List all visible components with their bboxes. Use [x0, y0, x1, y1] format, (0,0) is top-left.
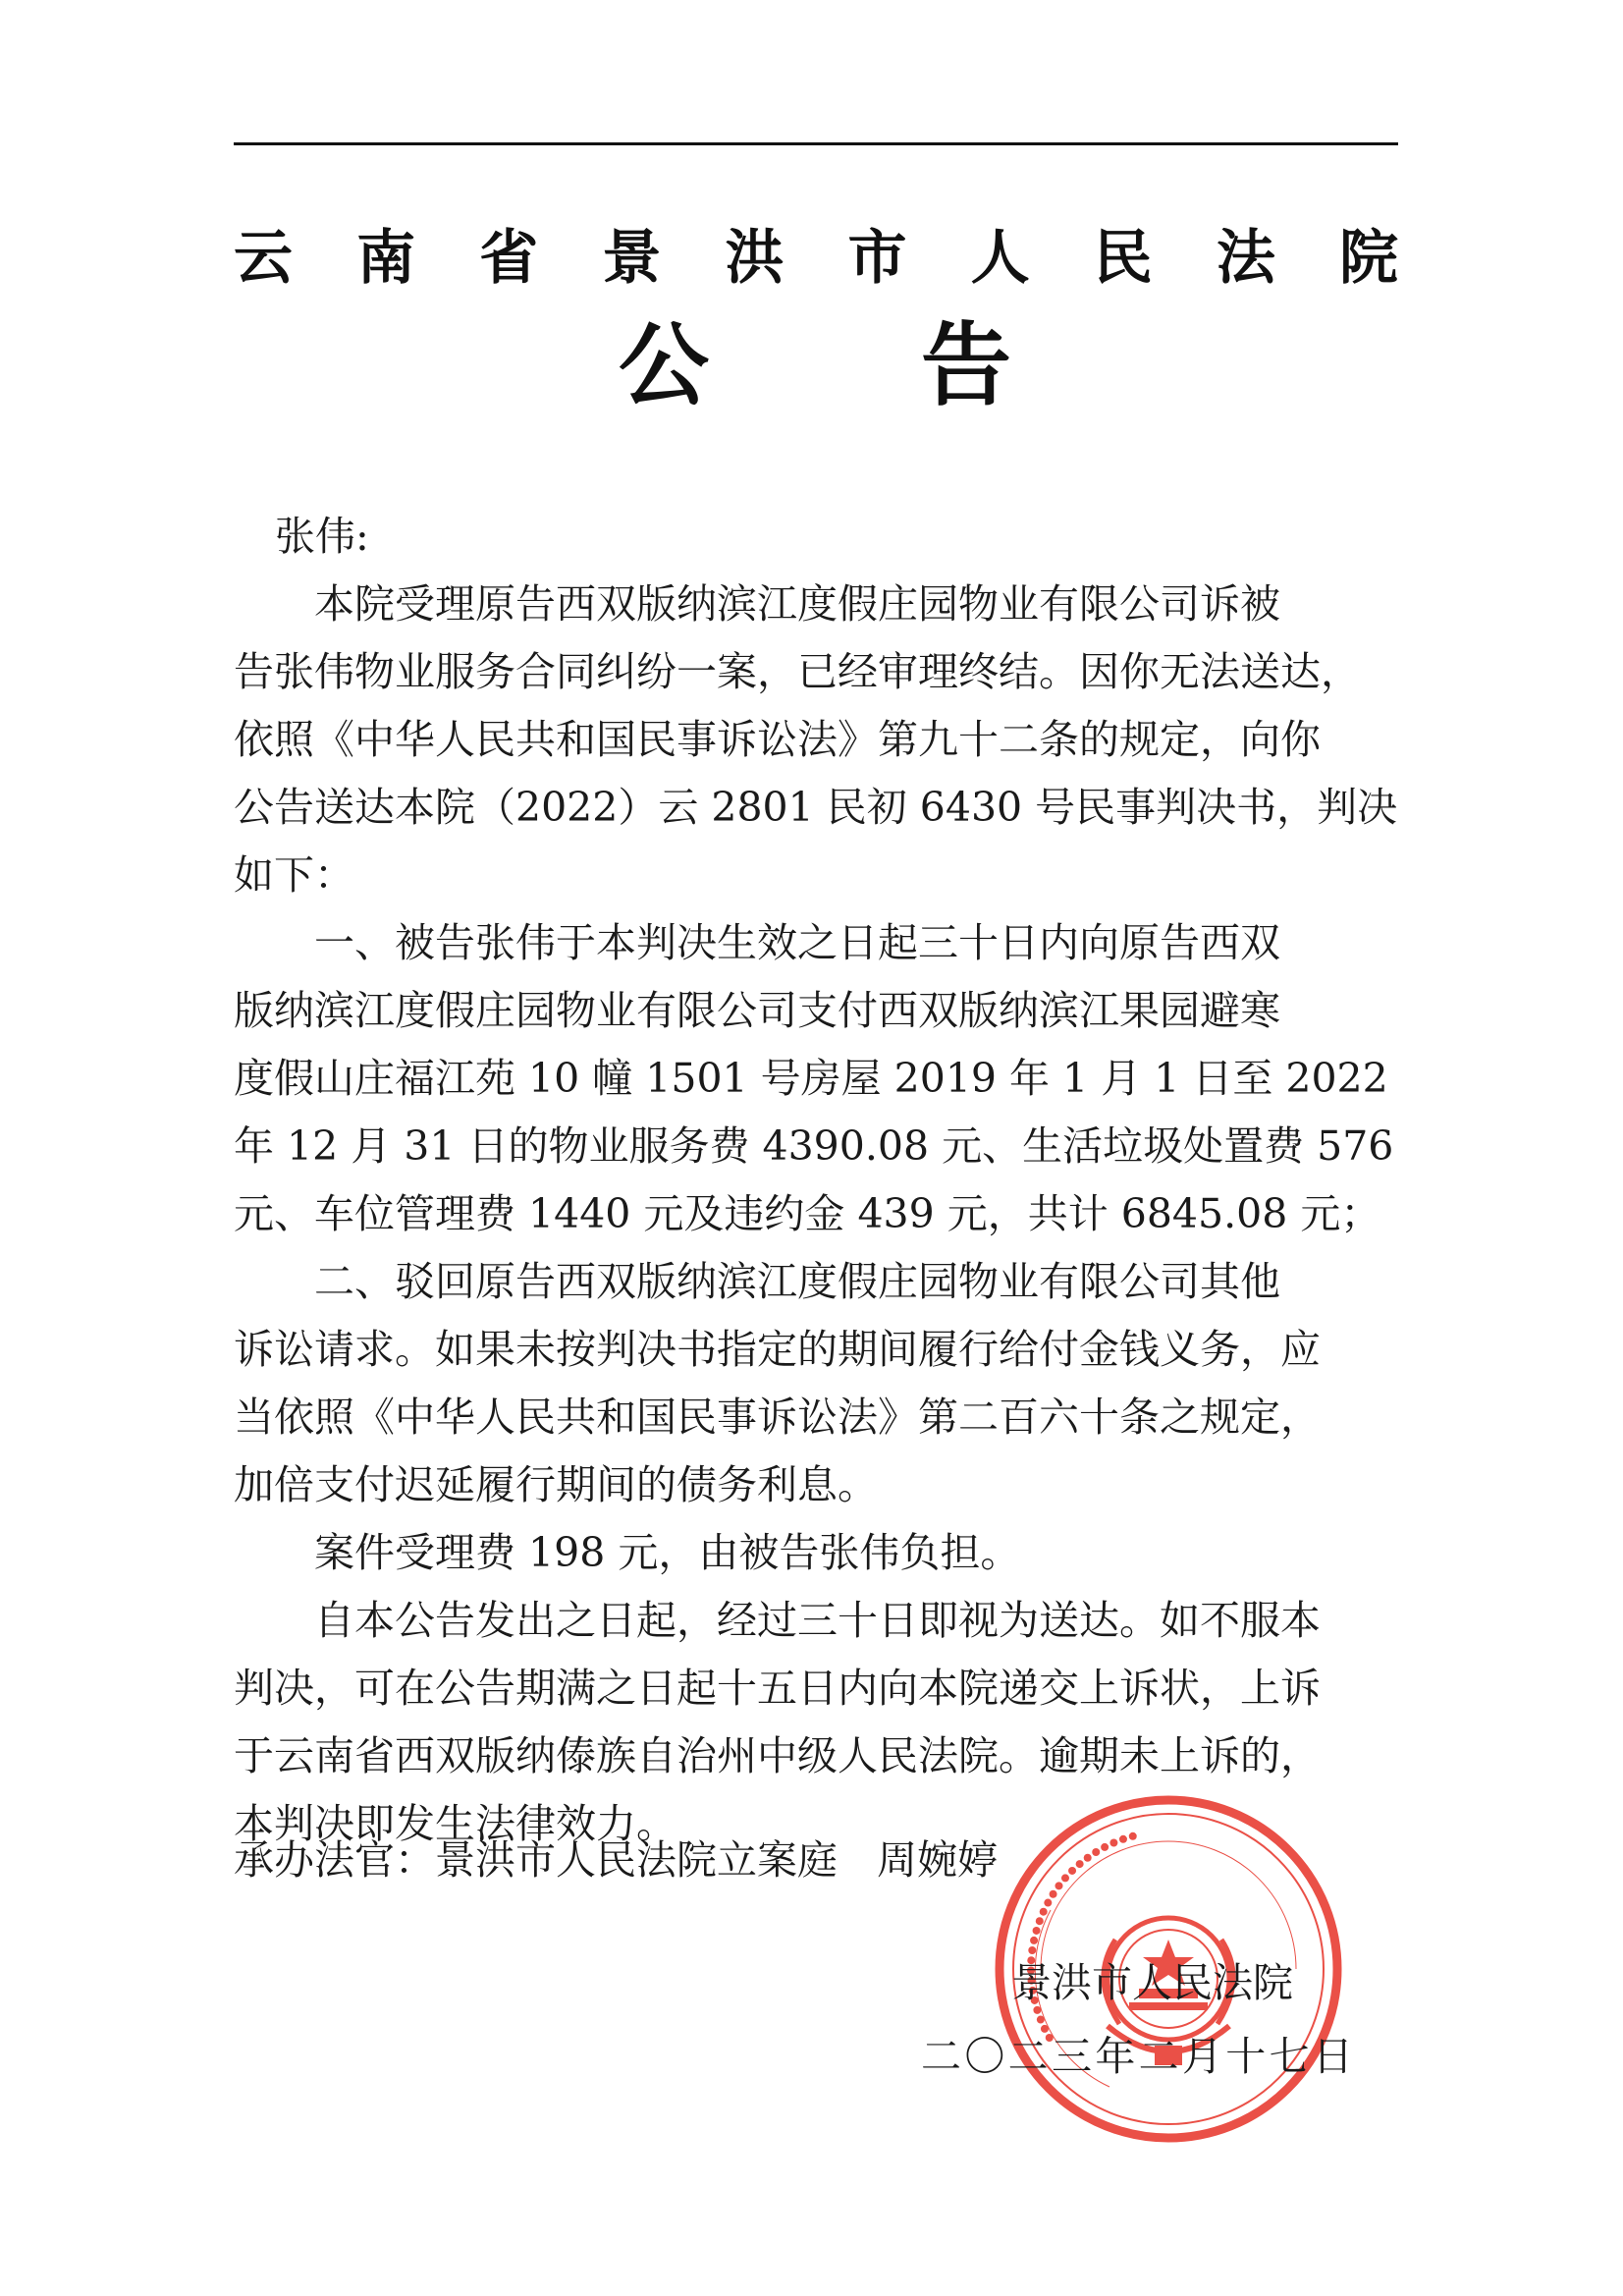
court-name-char: 南 — [356, 224, 416, 293]
court-name-char: 省 — [479, 224, 539, 293]
paragraph-line: 版纳滨江度假庄园物业有限公司支付西双版纳滨江果园避寒 — [234, 987, 1280, 1034]
paragraph-line: 公告送达本院（2022）云 2801 民初 6430 号民事判决书，判决 — [234, 784, 1398, 831]
notice-title-char: 公 — [619, 313, 710, 418]
paragraph-line: 于云南省西双版纳傣族自治州中级人民法院。逾期未上诉的， — [234, 1732, 1321, 1779]
court-name-char: 民 — [1093, 224, 1153, 293]
issue-date-char: 七 — [1269, 2033, 1310, 2080]
court-name-char: 市 — [847, 224, 907, 293]
presiding-judge-line — [234, 1827, 998, 1894]
body-paragraph — [234, 1248, 1398, 1519]
issue-date-char: 〇 — [964, 2033, 1005, 2080]
paragraph-line: 判决，可在公告期满之日起十五日内向本院递交上诉状，上诉 — [234, 1665, 1321, 1712]
judge-label: 承办法官： — [234, 1836, 435, 1884]
court-name-char: 院 — [1338, 224, 1398, 293]
court-name-char: 法 — [1216, 224, 1275, 293]
issuing-court: 景洪市人民法院 — [1011, 1959, 1293, 2006]
paragraph-line: 案件受理费 198 元，由被告张伟负担。 — [234, 1529, 1021, 1576]
paragraph-line: 一、被告张伟于本判决生效之日起三十日内向原告西双 — [234, 919, 1280, 966]
judge-department: 景洪市人民法院立案庭 — [435, 1836, 838, 1884]
body-paragraph — [234, 1519, 1398, 1587]
paragraph-line: 诉讼请求。如果未按判决书指定的期间履行给付金钱义务，应 — [234, 1326, 1321, 1373]
paragraph-line: 如下： — [234, 851, 354, 899]
paragraph-line: 二、驳回原告西双版纳滨江度假庄园物业有限公司其他 — [234, 1258, 1280, 1305]
header-rule — [234, 142, 1398, 145]
notice-title-heading — [619, 312, 1011, 420]
paragraph-line: 本院受理原告西双版纳滨江度假庄园物业有限公司诉被 — [234, 580, 1280, 628]
paragraph-line: 依照《中华人民共和国民事诉讼法》第九十二条的规定，向你 — [234, 716, 1321, 763]
issue-date-char: 二 — [1007, 2033, 1049, 2080]
judge-name: 周婉婷 — [877, 1836, 998, 1884]
notice-title-char: 告 — [920, 313, 1011, 418]
issue-date — [921, 2023, 1353, 2091]
paragraph-line: 本判决即发生法律效力。 — [234, 1800, 676, 1847]
paragraph-line: 加倍支付迟延履行期间的债务利息。 — [234, 1461, 878, 1508]
court-name-heading — [234, 214, 1398, 302]
court-name-char: 景 — [602, 224, 662, 293]
body-paragraph — [234, 571, 1398, 909]
paragraph-line: 告张伟物业服务合同纠纷一案，已经审理终结。因你无法送达， — [234, 648, 1361, 695]
court-name-char: 洪 — [725, 224, 784, 293]
issue-date-char: 二 — [921, 2033, 961, 2080]
paragraph-line: 元、车位管理费 1440 元及违约金 439 元，共计 6845.08 元； — [234, 1190, 1381, 1237]
issue-date-char: 月 — [1181, 2033, 1222, 2080]
issue-date-char: 二 — [1138, 2033, 1179, 2080]
paragraph-line: 度假山庄福江苑 10 幢 1501 号房屋 2019 年 1 月 1 日至 2022 — [234, 1055, 1388, 1102]
issue-date-char: 年 — [1095, 2033, 1136, 2080]
paragraph-line: 当依照《中华人民共和国民事诉讼法》第二百六十条之规定， — [234, 1394, 1321, 1441]
body-paragraph — [234, 909, 1398, 1248]
paragraph-line: 自本公告发出之日起，经过三十日即视为送达。如不服本 — [234, 1597, 1321, 1644]
addressee: 张伟: — [275, 513, 369, 560]
issue-date-char: 三 — [1051, 2033, 1092, 2080]
issue-date-char: 十 — [1225, 2033, 1267, 2080]
court-name-char: 云 — [234, 224, 293, 293]
paragraph-line: 年 12 月 31 日的物业服务费 4390.08 元、生活垃圾处置费 576 — [234, 1122, 1394, 1170]
issue-date-char: 日 — [1312, 2033, 1353, 2080]
court-name-char: 人 — [970, 224, 1030, 293]
